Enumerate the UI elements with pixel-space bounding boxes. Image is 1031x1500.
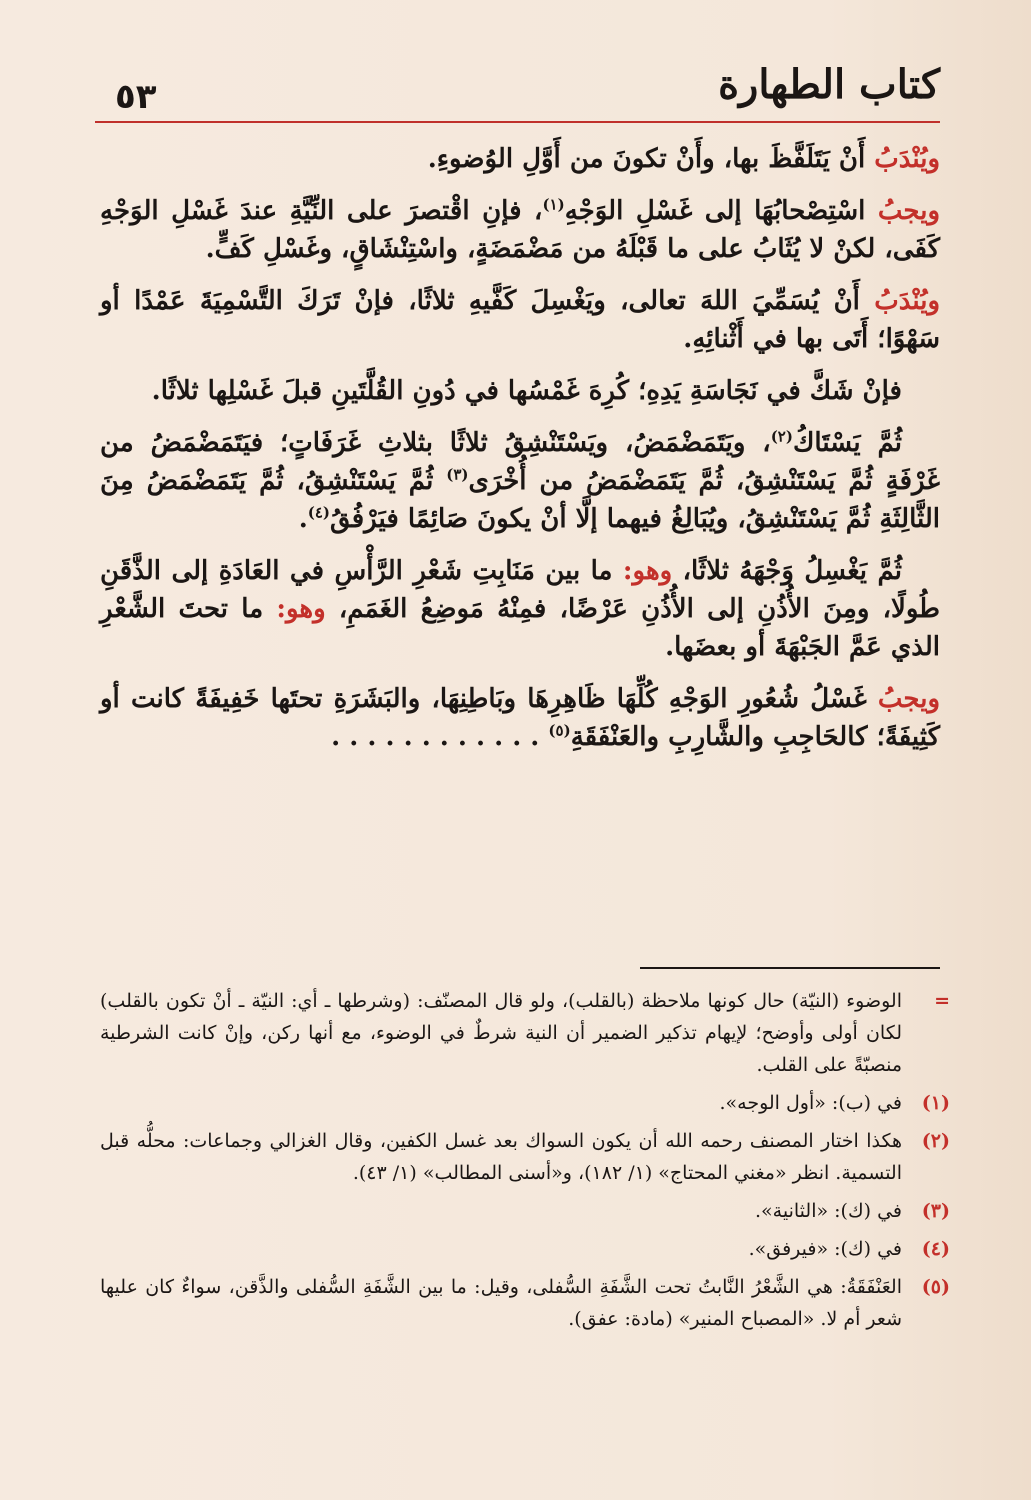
footnote-text: العَنْفَقَةُ: هي الشَّعْرُ النَّابتُ تحت الشَّفَةِ السُّفلى، وقيل: ما بين الشَّفَةِ السُّفلى والذَّقن، سواءٌ كان عليها شعر أم لا. «المصباح المنير» (مادة: عفق). (100, 1276, 902, 1330)
paragraph-4 (100, 372, 940, 410)
paragraph-5 (100, 424, 940, 538)
paragraph-2 (100, 192, 940, 268)
paragraph-text: أَنْ يَتَلَفَّظَ بها، وأَنْ تكونَ من أَوَّلِ الوُضوءِ. (427, 144, 875, 174)
footnote-text: في (ب): «أول الوجه». (719, 1092, 902, 1114)
paragraph-text: ، ويَتَمَضْمَضُ، ويَسْتَنْشِقُ ثلاثًا بثلاثِ غَرَفَاتٍ؛ فيَتَمَضْمَضُ من غَرْفَةٍ ثُمَّ يَسْتَنْشِقُ، ثُمَّ يَتَمَضْمَضُ من أُخْرَى (100, 428, 940, 496)
paragraph-text: ، فإنِ اقْتصرَ على النِّيَّةِ عندَ غَسْلِ الوَجْهِ كَفَى، لكنْ لا يُثَابُ على ما قَبْلَهُ من مَضْمَضَةٍ، واسْتِنْشَاقٍ، وغَسْلِ كَفٍّ. (100, 196, 940, 264)
footnote-continuation (100, 985, 950, 1081)
footnote-ref-2[interactable]: (٢) (770, 427, 793, 446)
footnote-1 (100, 1087, 950, 1119)
paragraph-text: ثُمَّ يَغْسِلُ وَجْهَهُ ثلاثًا، (672, 556, 902, 586)
footnote-2 (100, 1125, 950, 1189)
page-header (95, 55, 940, 125)
lead-word: ويجبُ (877, 196, 941, 226)
paragraph-7 (100, 680, 940, 756)
main-text (100, 140, 940, 950)
lead-word: وهو: (276, 594, 326, 624)
paragraph-text: ما بين مَنَابِتِ شَعْرِ الرَّأْسِ في العَادَةِ إلى الذَّقَنِ طُولًا، ومِنَ الأُذُنِ إلى الأُذُنِ عَرْضًا، فمِنْهُ مَوضِعُ الغَمَمِ، (100, 556, 940, 624)
paragraph-1 (100, 140, 940, 178)
footnote-marker: (٣) (921, 1200, 950, 1222)
paragraph-text: غَسْلُ شُعُورِ الوَجْهِ كُلِّهَا ظَاهِرِهَا وبَاطِنِهَا، والبَشَرَةِ تحتَها خَفِيفَةً كانت أو كَثِيفَةً؛ كالحَاجِبِ والشَّارِبِ والعَنْفَقَةِ (100, 684, 940, 752)
footnote-4 (100, 1233, 950, 1265)
footnote-marker: (٤) (921, 1238, 950, 1260)
running-title: كتاب الطهارة (718, 61, 940, 108)
footnote-separator (640, 967, 940, 969)
continuation-marker: = (934, 990, 950, 1012)
paragraph-text: ما تحتَ الشَّعْرِ الذي عَمَّ الجَبْهَةَ أو بعضَها. (100, 594, 940, 662)
paragraph-3 (100, 282, 940, 358)
footnote-text: في (ك): «فيرفق». (748, 1238, 902, 1260)
footnote-ref-1[interactable]: (١) (542, 195, 565, 214)
paragraph-text: . (298, 504, 308, 534)
lead-word: ويجبُ (877, 684, 940, 714)
footnote-text: في (ك): «الثانية». (755, 1200, 902, 1222)
footnote-3 (100, 1195, 950, 1227)
footnote-text: هكذا اختار المصنف رحمه الله أن يكون السواك بعد غسل الكفين، وقال الغزالي وجماعات: محلُّه قبل التسمية. انظر «مغني المحتاج» (١/ ١٨٢)، و«أسنى المطالب» (١/ ٤٣). (100, 1130, 902, 1184)
footnote-ref-5[interactable]: (٥) (548, 721, 571, 740)
footnote-5 (100, 1271, 950, 1335)
page-number: ٥٣ (115, 77, 157, 117)
paragraph-text: اسْتِصْحابُهَا إلى غَسْلِ الوَجْهِ (564, 196, 878, 226)
footnote-ref-3[interactable]: (٣) (446, 465, 469, 484)
footnotes-section (100, 985, 950, 1465)
paragraph-text: ثُمَّ يَسْتَاكُ (792, 428, 902, 458)
paragraph-6 (100, 552, 940, 666)
footnote-text: الوضوء (النيّة) حال كونها ملاحظة (بالقلب)، ولو قال المصنّف: (وشرطها ـ أي: النيّة ـ أنْ تكون بالقلب) لكان أولى وأوضح؛ لإيهام تذكير الضمير أن النية شرطٌ في الوضوء، مع أنها ركن، وإنْ كانت الشرطية منصبّةً على القلب. (100, 990, 902, 1076)
paragraph-text: أَنْ يُسَمِّيَ اللهَ تعالى، ويَغْسِلَ كَفَّيهِ ثلاثًا، فإنْ تَرَكَ التَّسْمِيَةَ عَمْدًا أو سَهْوًا؛ أَتَى بها في أَثْنائِهِ. (100, 286, 940, 354)
lead-word: وهو: (622, 556, 673, 586)
lead-word: ويُنْدَبُ (874, 144, 940, 174)
lead-word: ويُنْدَبُ (874, 286, 940, 316)
header-rule (95, 121, 940, 123)
paragraph-text: فإنْ شَكَّ في نَجَاسَةِ يَدِهِ؛ كُرِهَ غَمْسُها في دُونِ القُلَّتَينِ قبلَ غَسْلِها ثلاثًا. (151, 376, 902, 406)
footnote-marker: (١) (921, 1092, 950, 1114)
footnote-marker: (٥) (921, 1276, 950, 1298)
paragraph-text: ثُمَّ يَسْتَنْشِقُ، ثُمَّ يَتَمَضْمَضُ مِنَ الثَّالِثَةِ ثُمَّ يَسْتَنْشِقُ، ويُبَالِغُ فيهما إلَّا أنْ يكونَ صَائِمًا فيَرْفُقُ (100, 466, 940, 534)
footnote-marker: (٢) (921, 1130, 950, 1152)
continuation-dots: . . . . . . . . . . . . (331, 722, 549, 752)
footnote-ref-4[interactable]: (٤) (307, 503, 331, 522)
